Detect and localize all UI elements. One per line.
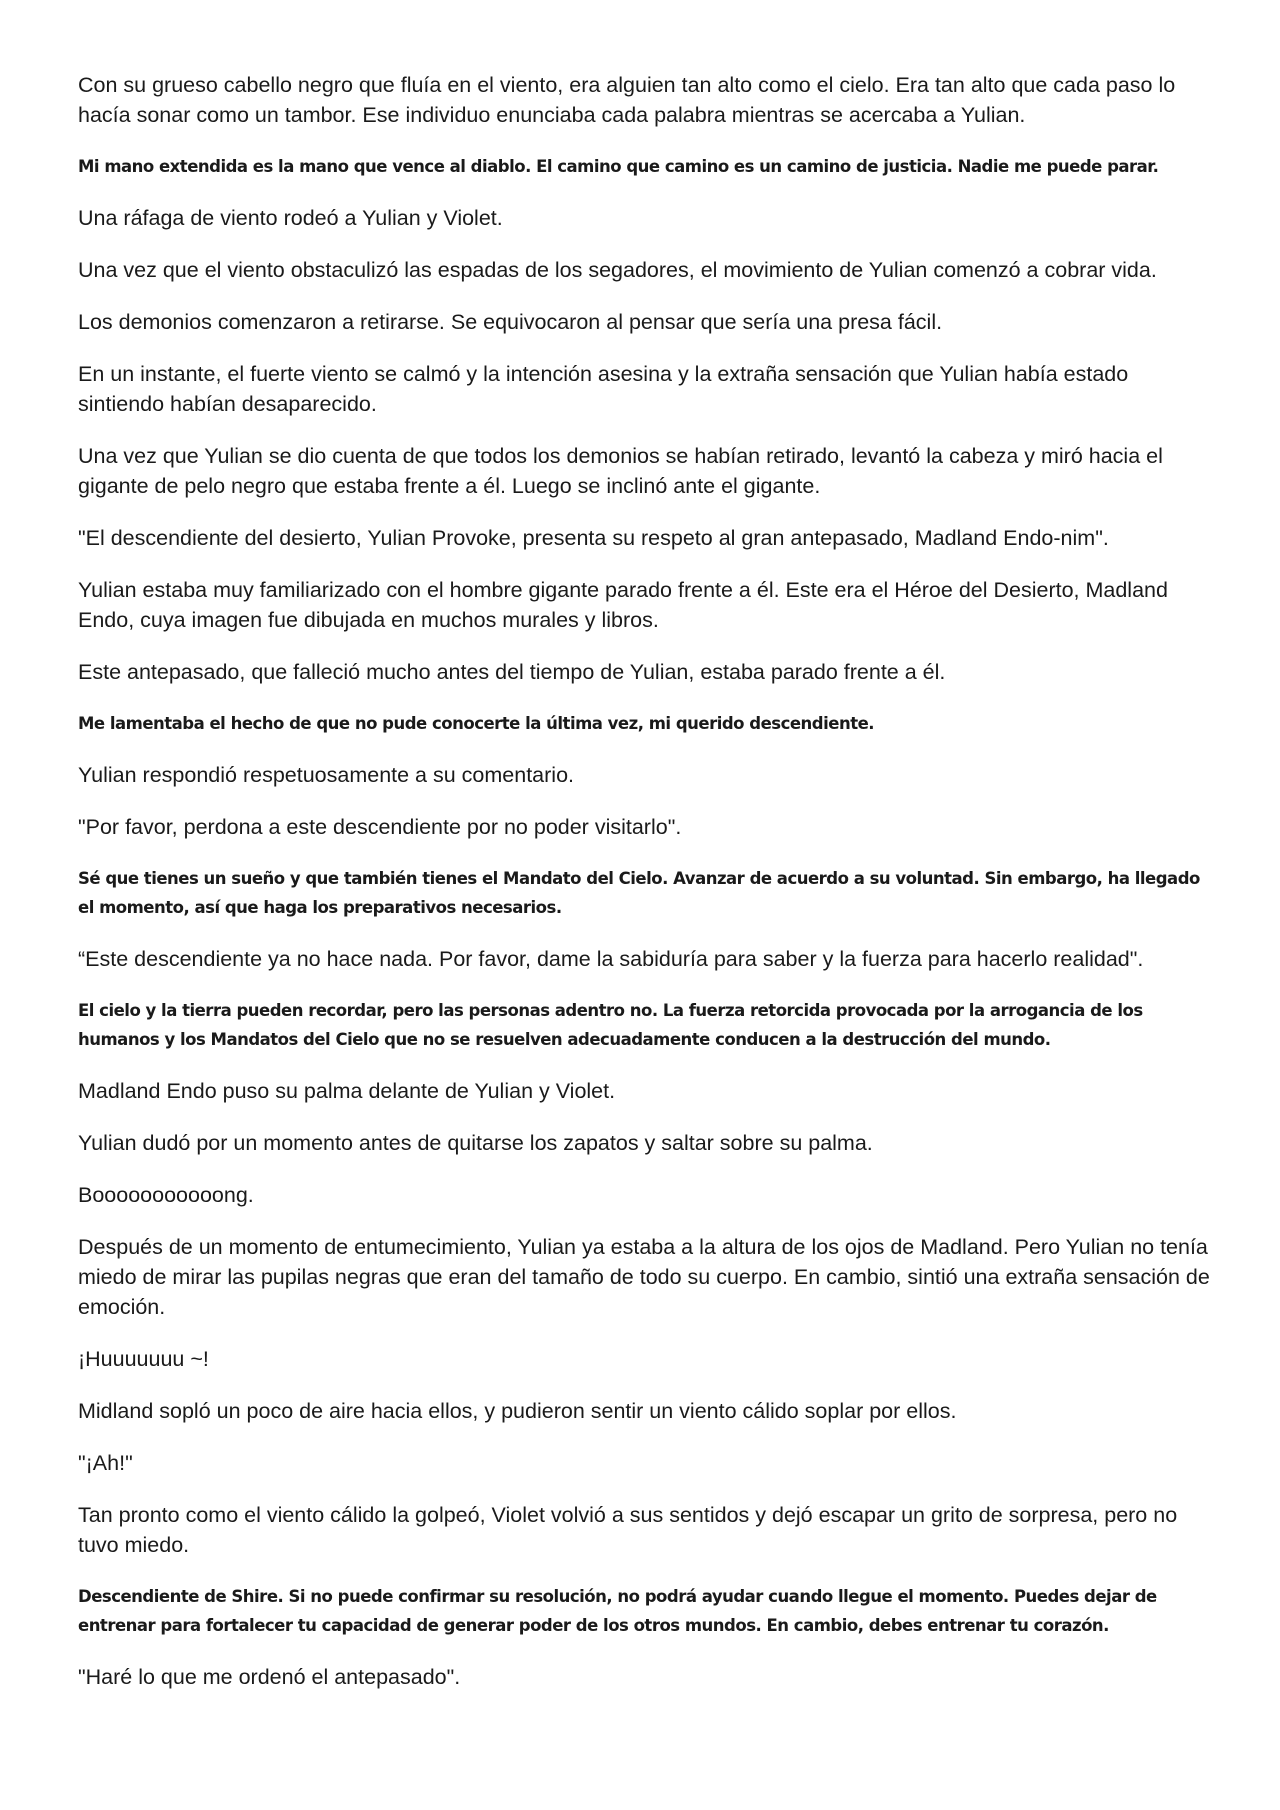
narration-paragraph: Una vez que Yulian se dio cuenta de que todos los demonios se habían retirado, levantó la cabeza y miró hacia el gigante de pelo negro que estaba frente a él. Luego se inclinó ante el gigante. [78, 444, 1163, 498]
ancestor-voice-paragraph: El cielo y la tierra pueden recordar, pero las personas adentro no. La fuerza retorcida provocada por la arrogancia de los humanos y los Mandatos del Cielo que no se resuelven adecuadamente conducen a la destrucción del mundo. [78, 1001, 1143, 1049]
ancestor-voice-paragraph: Descendiente de Shire. Si no puede confirmar su resolución, no podrá ayudar cuando llegue el momento. Puedes dejar de entrenar para fortalecer tu capacidad de generar poder de los otros mundos. En cambio, debes entrenar tu corazón. [78, 1587, 1157, 1635]
document-page [78, 70, 1218, 1714]
narration-paragraph: Midland sopló un poco de aire hacia ellos, y pudieron sentir un viento cálido soplar por ellos. [78, 1399, 957, 1423]
narration-paragraph: Yulian dudó por un momento antes de quitarse los zapatos y saltar sobre su palma. [78, 1131, 873, 1155]
ancestor-voice-paragraph: Sé que tienes un sueño y que también tienes el Mandato del Cielo. Avanzar de acuerdo a su voluntad. Sin embargo, ha llegado el momento, así que haga los preparativos necesarios. [78, 869, 1200, 917]
narration-paragraph: Yulian estaba muy familiarizado con el hombre gigante parado frente a él. Este era el Héroe del Desierto, Madland Endo, cuya imagen fue dibujada en muchos murales y libros. [78, 578, 1168, 632]
narration-paragraph: Después de un momento de entumecimiento, Yulian ya estaba a la altura de los ojos de Madland. Pero Yulian no tenía miedo de mirar las pupilas negras que eran del tamaño de todo su cuerpo. En cambio, sintió una extraña sensación de emoción. [78, 1235, 1210, 1319]
narration-paragraph: En un instante, el fuerte viento se calmó y la intención asesina y la extraña sensación que Yulian había estado sintiendo habían desaparecido. [78, 362, 1129, 416]
ancestor-voice-paragraph: Me lamentaba el hecho de que no pude conocerte la última vez, mi querido descendiente. [78, 714, 875, 733]
dialogue-paragraph: "Por favor, perdona a este descendiente por no poder visitarlo". [78, 815, 682, 839]
narration-paragraph: Madland Endo puso su palma delante de Yulian y Violet. [78, 1079, 616, 1103]
narration-paragraph: Una vez que el viento obstaculizó las espadas de los segadores, el movimiento de Yulian comenzó a cobrar vida. [78, 258, 1157, 282]
ancestor-voice-paragraph: Mi mano extendida es la mano que vence al diablo. El camino que camino es un camino de justicia. Nadie me puede parar. [78, 157, 1159, 176]
sound-effect-paragraph: Booooooooooong. [78, 1183, 254, 1207]
dialogue-paragraph: "El descendiente del desierto, Yulian Provoke, presenta su respeto al gran antepasado, Madland Endo-nim". [78, 526, 1109, 550]
narration-paragraph: Una ráfaga de viento rodeó a Yulian y Violet. [78, 206, 503, 230]
narration-paragraph: Los demonios comenzaron a retirarse. Se equivocaron al pensar que sería una presa fácil. [78, 310, 943, 334]
sound-effect-paragraph: ¡Huuuuuuu ~! [78, 1347, 209, 1371]
dialogue-paragraph: "Haré lo que me ordenó el antepasado". [78, 1665, 461, 1689]
narration-paragraph: Yulian respondió respetuosamente a su comentario. [78, 763, 575, 787]
dialogue-paragraph: "¡Ah!" [78, 1451, 133, 1475]
narration-paragraph: Este antepasado, que falleció mucho antes del tiempo de Yulian, estaba parado frente a él. [78, 660, 946, 684]
dialogue-paragraph: “Este descendiente ya no hace nada. Por favor, dame la sabiduría para saber y la fuerza para hacerlo realidad". [78, 947, 1144, 971]
narration-paragraph: Con su grueso cabello negro que fluía en el viento, era alguien tan alto como el cielo. Era tan alto que cada paso lo hacía sonar como un tambor. Ese individuo enunciaba cada palabra mientras se acercaba a Yulian. [78, 73, 1176, 127]
narration-paragraph: Tan pronto como el viento cálido la golpeó, Violet volvió a sus sentidos y dejó escapar un grito de sorpresa, pero no tuvo miedo. [78, 1503, 1178, 1557]
